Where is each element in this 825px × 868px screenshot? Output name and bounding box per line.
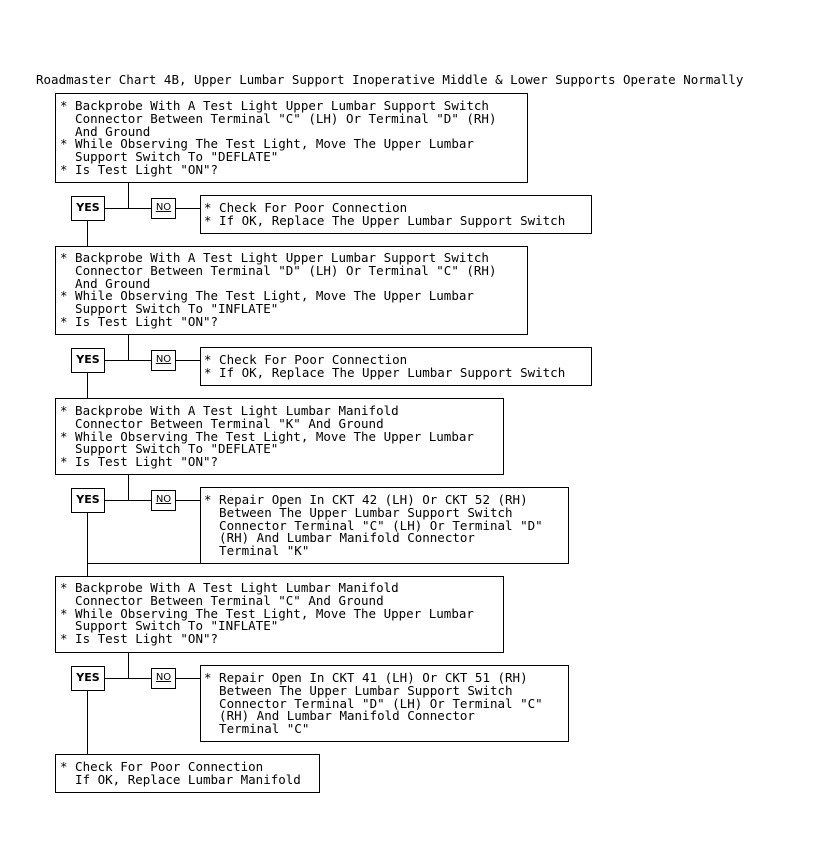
step-4-question: * Backprobe With A Test Light Lumbar Manifold Connector Between Terminal "C" And Ground * While Observing The Test Light, Move The Upper Lumbar Support Switch To "INFLATE" * Is Test Light "ON"? (60, 580, 474, 647)
step-3-question: * Backprobe With A Test Light Lumbar Manifold Connector Between Terminal "K" And Ground * While Observing The Test Light, Move The Upper Lumbar Support Switch To "DEFLATE" * Is Test Light "ON"? (60, 403, 474, 470)
step-4-no-action: * Repair Open In CKT 41 (LH) Or CKT 51 (RH) Between The Upper Lumbar Support Switch Connector Terminal "D" (LH) Or Terminal "C" (RH) And Lumbar Manifold Connector Terminal "C" (204, 670, 543, 737)
connector-line (128, 334, 129, 360)
connector-line (128, 474, 129, 500)
step-3-no-action: * Repair Open In CKT 42 (LH) Or CKT 52 (RH) Between The Upper Lumbar Support Switch Connector Terminal "C" (LH) Or Terminal "D" (RH) And Lumbar Manifold Connector Terminal "K" (204, 492, 543, 559)
step-2-question: * Backprobe With A Test Light Upper Lumbar Support Switch Connector Between Terminal "D" (LH) Or Terminal "C" (RH) And Ground * While Observing The Test Light, Move The Upper Lumbar Support Switch To "INFLATE" * Is Test Light "ON"? (60, 250, 497, 329)
connector-line (87, 690, 88, 755)
connector-line (87, 220, 88, 247)
final-action-box (55, 754, 320, 793)
step-3-no-action-box (200, 487, 569, 564)
connector-line (128, 652, 129, 678)
step-2-yes-label: YES (71, 348, 105, 373)
step-1-question-box (55, 93, 528, 183)
step-3-no-label: NO (151, 490, 176, 511)
chart-title: Roadmaster Chart 4B, Upper Lumbar Support Inoperative Middle & Lower Supports Operate Normally (36, 72, 744, 87)
connector-line (87, 512, 88, 564)
step-2-no-action-box (200, 347, 592, 386)
step-3-yes-label: YES (71, 488, 105, 513)
step-1-no-label: NO (151, 198, 176, 219)
step-4-yes-label: YES (71, 666, 105, 691)
step-1-yes-label: YES (71, 196, 105, 221)
step-1-question: * Backprobe With A Test Light Upper Lumbar Support Switch Connector Between Terminal "C" (LH) Or Terminal "D" (RH) And Ground * While Observing The Test Light, Move The Upper Lumbar Support Switch To "DEFLATE" * Is Test Light "ON"? (60, 98, 497, 177)
step-2-question-box (55, 246, 528, 335)
step-4-no-action-box (200, 665, 569, 742)
step-2-no-label: NO (151, 350, 176, 371)
connector-line (128, 182, 129, 209)
step-2-no-action: * Check For Poor Connection * If OK, Replace The Upper Lumbar Support Switch (204, 352, 566, 380)
step-4-question-box (55, 576, 504, 653)
connector-line (87, 563, 88, 577)
step-4-no-label: NO (151, 668, 176, 689)
step-1-no-action-box (200, 195, 592, 234)
step-1-no-action: * Check For Poor Connection * If OK, Replace The Upper Lumbar Support Switch (204, 200, 566, 228)
connector-line (87, 372, 88, 399)
step-3-question-box (55, 398, 504, 475)
final-action: * Check For Poor Connection If OK, Replace Lumbar Manifold (60, 759, 301, 787)
